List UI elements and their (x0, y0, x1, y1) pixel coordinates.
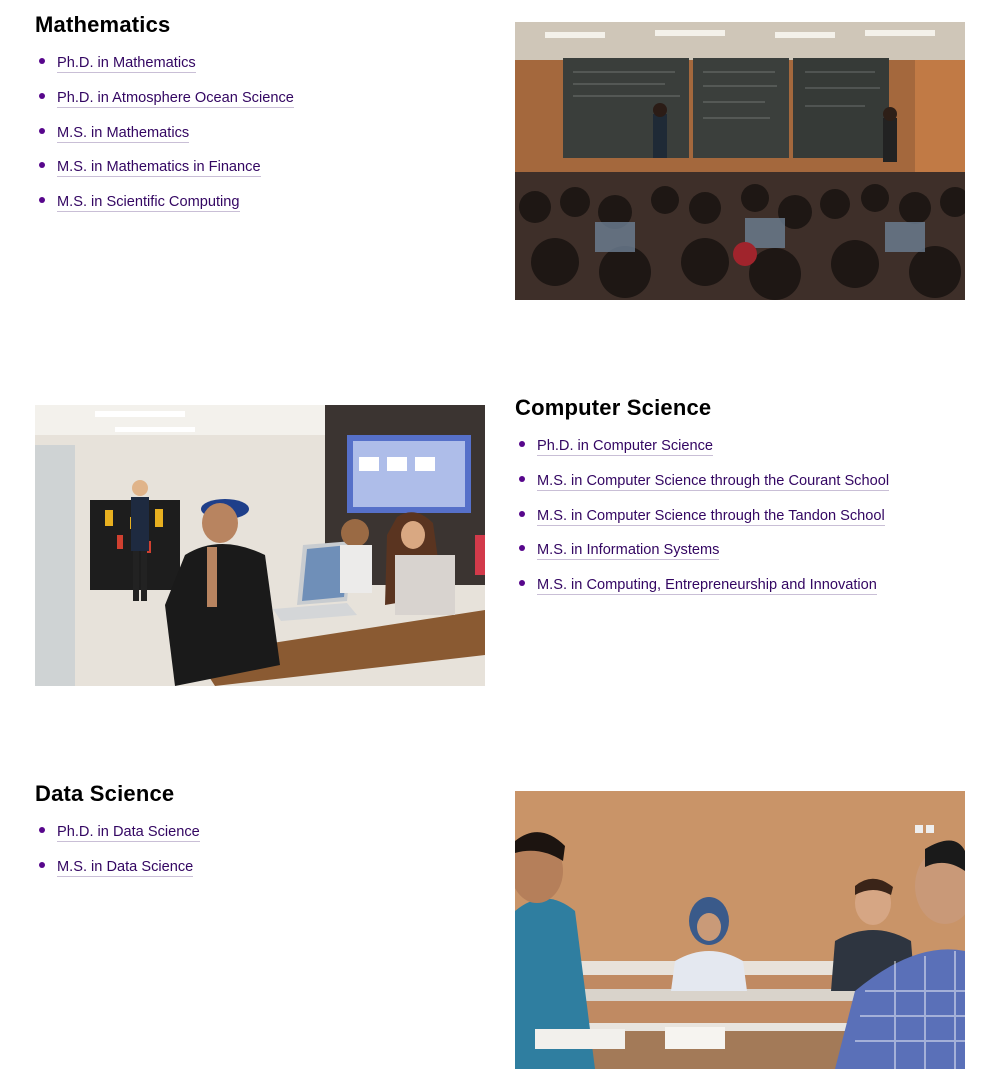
bullet-icon (39, 162, 45, 168)
program-link[interactable]: M.S. in Scientific Computing (57, 194, 240, 210)
list-item (35, 857, 485, 892)
list-item (35, 157, 485, 192)
program-link[interactable]: Ph.D. in Atmosphere Ocean Science (57, 89, 294, 106)
section-title: Data Science (35, 781, 175, 806)
list-item (35, 192, 485, 227)
bullet-icon (519, 545, 525, 551)
bullet-icon (39, 128, 45, 134)
list-item (515, 506, 965, 541)
program-link[interactable]: M.S. in Mathematics (57, 124, 190, 141)
list-item (35, 88, 485, 123)
program-link[interactable]: M.S. in Computing, Entrepreneurship and Innovation (537, 577, 877, 593)
lecture-hall-photo (515, 22, 965, 300)
list-item (35, 53, 485, 88)
program-list (35, 53, 485, 227)
program-link[interactable]: M.S. in Computer Science through the Courant School (537, 472, 890, 489)
program-link[interactable]: M.S. in Computer Science through the Tandon School (537, 507, 885, 524)
bullet-icon (39, 862, 45, 868)
bullet-icon (39, 93, 45, 99)
computer-science-text (515, 397, 965, 610)
program-list (35, 822, 485, 892)
section-title: Mathematics (35, 12, 171, 37)
students-with-laptops-photo (35, 405, 485, 686)
program-list (515, 436, 965, 610)
program-link[interactable]: Ph.D. in Mathematics (57, 55, 196, 71)
program-link[interactable]: Ph.D. in Data Science (57, 824, 200, 840)
bullet-icon (39, 827, 45, 833)
students-image (35, 405, 485, 686)
list-item (515, 540, 965, 575)
list-item (515, 436, 965, 471)
bullet-icon (519, 580, 525, 586)
mathematics-text (35, 14, 485, 227)
list-item (35, 123, 485, 158)
bullet-icon (519, 511, 525, 517)
bullet-icon (519, 476, 525, 482)
classroom-students-photo (515, 791, 965, 1069)
bullet-icon (39, 197, 45, 203)
list-item (515, 471, 965, 506)
program-link[interactable]: M.S. in Data Science (57, 858, 194, 875)
bullet-icon (39, 58, 45, 64)
data-science-text (35, 783, 485, 892)
program-link[interactable]: M.S. in Mathematics in Finance (57, 159, 261, 176)
section-title: Computer Science (515, 395, 712, 420)
lecture-hall-image (515, 22, 965, 300)
classroom-image (515, 791, 965, 1069)
bullet-icon (519, 441, 525, 447)
program-link[interactable]: Ph.D. in Computer Science (537, 438, 714, 454)
list-item (515, 575, 965, 610)
list-item (35, 822, 485, 857)
program-link[interactable]: M.S. in Information Systems (537, 542, 720, 559)
